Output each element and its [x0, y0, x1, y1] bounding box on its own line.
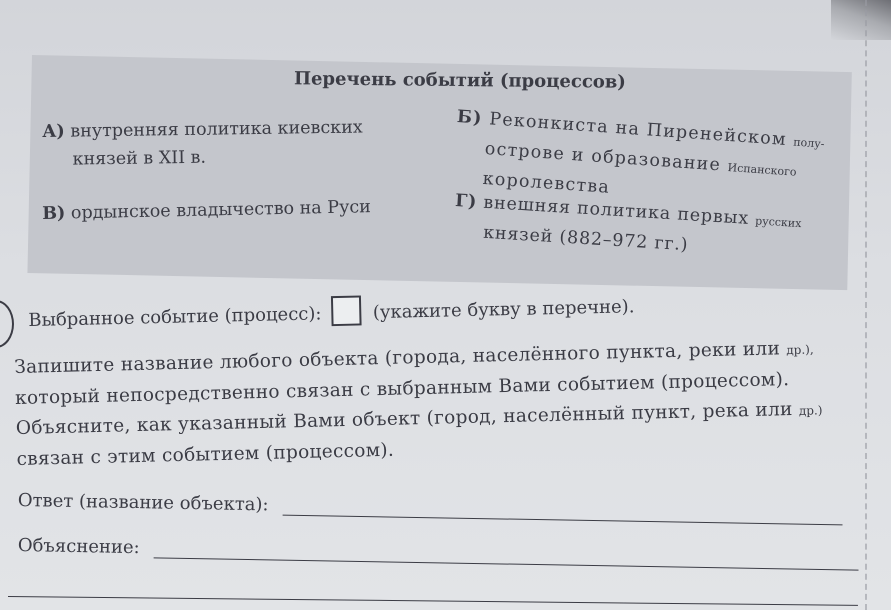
event-text: острове и образование: [484, 139, 722, 176]
selected-event-answer-box[interactable]: [331, 295, 362, 326]
object-answer-line[interactable]: [282, 499, 842, 526]
task-number-circle: [0, 300, 14, 348]
selected-event-hint: (укажите букву в перечне).: [372, 296, 635, 324]
explanation-label: Объяснение:: [17, 535, 140, 559]
event-letter: Б): [456, 106, 484, 129]
task-line: связан с этим событием (процессом).: [16, 439, 395, 470]
event-text: королевства: [482, 168, 611, 198]
event-letter: В): [42, 203, 66, 224]
event-text-fragment: русских: [754, 214, 802, 231]
task-line: Объясните, как указанный Вами объект (город, населённый пункт, река или: [15, 398, 793, 439]
event-letter: Г): [454, 190, 478, 213]
explanation-extra-line[interactable]: [8, 596, 858, 606]
task-line-fragment: др.),: [786, 342, 814, 358]
page-shadow: [831, 0, 891, 40]
event-text: князей в XII в.: [72, 147, 207, 170]
explanation-line[interactable]: [153, 541, 858, 570]
page-edge-dashes: [865, 0, 867, 610]
explanation-row: [18, 535, 859, 571]
object-answer-row: [18, 490, 843, 525]
task-line: который непосредственно связан с выбранным Вами событием (процессом).: [14, 369, 790, 409]
event-text: князей (882–972 гг.): [482, 222, 689, 256]
events-list-title: Перечень событий (процессов): [293, 68, 627, 93]
event-text: Реконкиста на Пиренейском: [488, 109, 788, 150]
event-item-a: [42, 114, 363, 174]
event-text-fragment: полу-: [792, 135, 825, 151]
event-text: внутренняя политика киевских: [70, 117, 363, 142]
event-text-fragment: Испанского: [727, 160, 797, 179]
event-text: ордынское владычество на Руси: [70, 197, 372, 224]
object-answer-label: Ответ (название объекта):: [17, 490, 269, 516]
task-line-fragment: др.): [798, 403, 823, 418]
selected-event-label: Выбранное событие (процесс):: [28, 303, 322, 331]
task-line: Запишите название любого объекта (города, населённого пункта, реки или: [14, 338, 781, 378]
task-instructions: [14, 331, 891, 474]
event-letter: А): [42, 121, 65, 142]
selected-event-row: [28, 289, 635, 333]
event-text: внешняя политика первых: [482, 192, 750, 229]
